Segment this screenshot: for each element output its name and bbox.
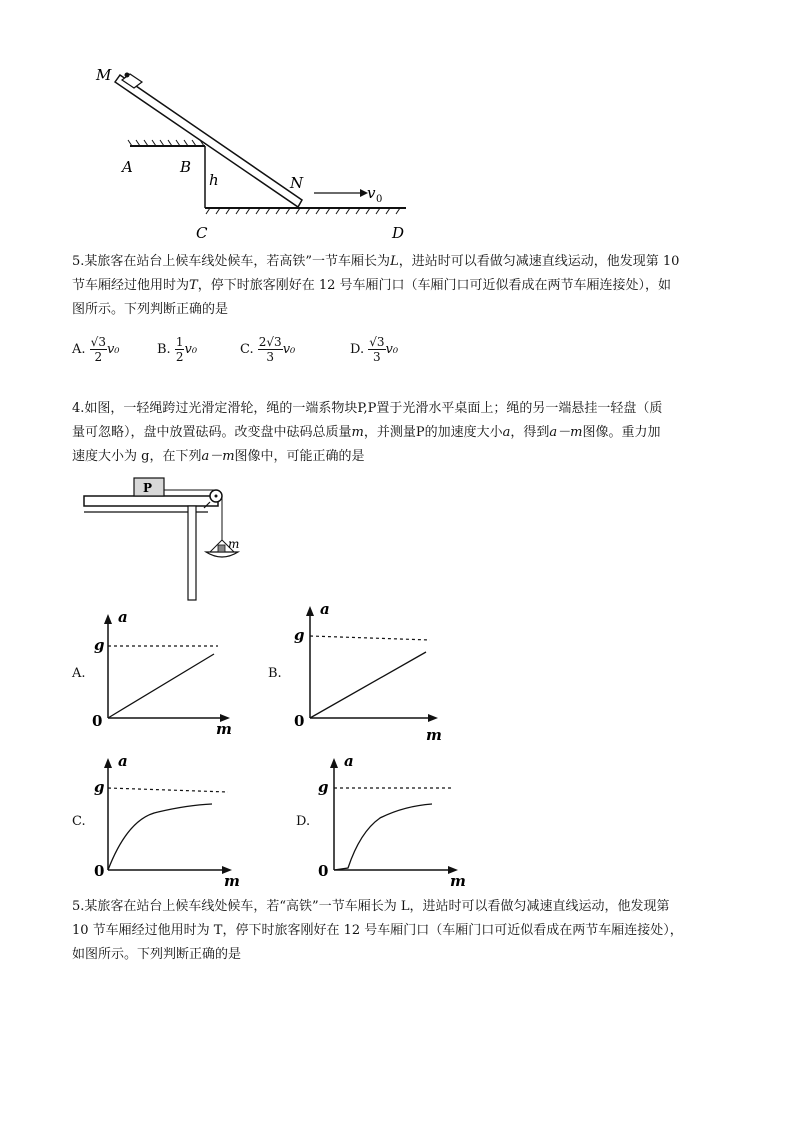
graph-a-origin: 0 [92, 712, 103, 730]
label-N: N [290, 174, 304, 192]
graph-b-origin: 0 [294, 712, 305, 730]
graph-d-option: D. [296, 814, 311, 829]
q4-line3: 速度大小为 g，在下列a－m图像中，可能正确的是 [72, 449, 365, 464]
graph-c-g-label: g [94, 778, 105, 796]
choice-b: B. $\frac{1}{2}$ v₀ [157, 335, 198, 364]
graph-b-option: B. [268, 666, 282, 681]
graph-d-a-label: a [344, 752, 354, 770]
q5a-text [72, 250, 732, 322]
incline-figure [70, 60, 420, 240]
graph-d [314, 752, 474, 892]
q5a-line3: 图所示。下列判断正确的是 [72, 302, 229, 317]
label-M: M [96, 66, 112, 84]
label-C: C [196, 224, 208, 240]
graph-c-option: C. [72, 814, 86, 829]
label-v-sub: 0 [376, 194, 383, 205]
q4-line1: 4.如图，一轻绳跨过光滑定滑轮，绳的一端系物块P,P置于光滑水平桌面上；绳的另一端悬挂一轻盘（质 [72, 401, 663, 416]
graph-a-option: A. [72, 666, 86, 681]
q5b-line1: 5.某旅客在站台上候车线处候车，若“高铁”一节车厢长为 L，进站时可以看做匀减速直线运动，他发现第 [72, 899, 670, 914]
label-h: h [209, 171, 219, 189]
q5a-line2: 节车厢经过他用时为T，停下时旅客刚好在 12 号车厢门口（车厢门口可近似看成在两节车厢连接处），如 [72, 278, 671, 293]
graph-c-a-label: a [118, 752, 128, 770]
q5b-text [72, 895, 732, 967]
mass-m-label: m [228, 537, 240, 551]
graph-d-m-label: m [450, 872, 466, 890]
graph-a-m-label: m [216, 720, 232, 738]
choice-a: A. $\frac{√3}{2}$ v₀ [72, 335, 120, 364]
graph-d-g-label: g [318, 778, 329, 796]
q5b-line2: 10 节车厢经过他用时为 T，停下时旅客刚好在 12 号车厢门口（车厢门口可近似看成在两节车厢连接处）， [72, 923, 683, 938]
graph-a [88, 608, 238, 738]
q4-text [72, 397, 732, 469]
label-A: A [122, 158, 133, 176]
q5a-line1: 5.某旅客在站台上候车线处候车，若高铁”一节车厢长为L，进站时可以看做匀减速直线运动，他发现第 10 [72, 254, 680, 269]
graph-b-g-label: g [294, 626, 305, 644]
graph-a-g-label: g [94, 636, 105, 654]
q5b-line3: 如图所示。下列判断正确的是 [72, 947, 242, 962]
label-D: D [392, 224, 405, 240]
label-B: B [180, 158, 192, 176]
pulley-figure [70, 472, 250, 602]
label-v: v [367, 184, 376, 202]
graph-a-a-label: a [118, 608, 128, 626]
graph-d-origin: 0 [318, 862, 329, 880]
graph-c [88, 752, 248, 892]
graph-c-origin: 0 [94, 862, 105, 880]
graph-b-m-label: m [426, 726, 442, 744]
graph-c-m-label: m [224, 872, 240, 890]
choice-c: C. $\frac{2√3}{3}$ v₀ [240, 335, 296, 364]
q4-line2: 量可忽略），盘中放置砝码。改变盘中砝码总质量m，并测量P的加速度大小a，得到a－m图像。重力加 [72, 425, 661, 440]
block-p-label: P [143, 481, 153, 495]
graph-b-a-label: a [320, 600, 330, 618]
choice-d: D. $\frac{√3}{3}$ v₀ [350, 335, 399, 364]
graph-b [290, 600, 450, 745]
